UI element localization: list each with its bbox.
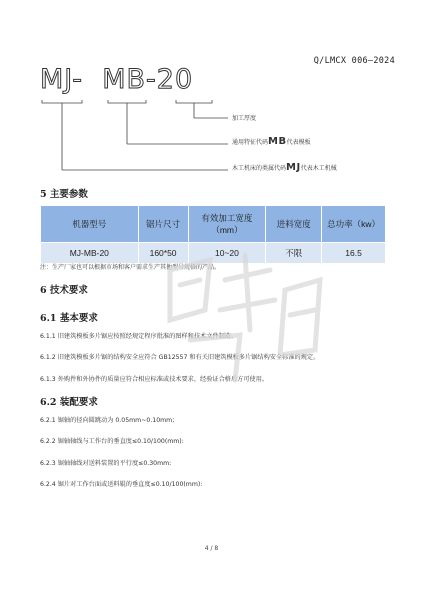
table-header-row: [41, 206, 386, 243]
callout-product: 通用特征代码MB代表模板: [232, 136, 311, 147]
header-effective-width: 有效加工宽度（mm）: [188, 206, 266, 243]
section-5-heading: 5 主要参数: [40, 189, 88, 200]
table-row: [41, 243, 386, 264]
document-code: Q/LMCX 006—2024: [313, 56, 395, 66]
cell-effective-width: 10~20: [188, 243, 266, 264]
cell-model: MJ-MB-20: [41, 243, 139, 264]
paragraph-6-1-1: 6.1.1 旧建筑模板多片锯应按照经规定程序批准的图样和技术文件制造。: [40, 333, 238, 340]
table-note: 注：生产厂家也可以根据市场和客户需求生产其他型号规格的产品。: [40, 264, 221, 271]
section-6-heading: 6 技术要求: [40, 285, 88, 296]
section-6-1-heading: 6.1 基本要求: [40, 313, 98, 324]
bracket-product: [108, 100, 146, 103]
paragraph-6-2-2: 6.2.2 锯轴轴线与工作台的垂直度≤0.10/100(mm):: [40, 438, 184, 445]
callout-category: 木工机床的类属代码MJ代表木工机械: [232, 162, 337, 173]
section-6-2-heading: 6.2 装配要求: [40, 397, 98, 408]
paragraph-6-1-3: 6.1.3 外购件和外协件的质量应符合相应标准或技术要求，经验证合格后方可使用。: [40, 376, 269, 383]
header-total-power: 总功率（kw）: [322, 206, 386, 243]
model-code: MJ- MB-20: [40, 64, 194, 95]
cell-feed-width: 不限: [266, 243, 322, 264]
header-model: 机器型号: [41, 206, 139, 243]
paragraph-6-2-1: 6.2.1 锯轴的径向圆跳动为 0.05mm~0.10mm;: [40, 417, 175, 424]
paragraph-6-2-3: 6.2.3 锯轴轴线对送料装置的平行度≤0.30mm:: [40, 460, 172, 467]
cell-total-power: 16.5: [322, 243, 386, 264]
model-code-diagram: [0, 0, 423, 200]
bracket-thickness: [176, 100, 212, 103]
header-feed-width: 进料宽度: [266, 206, 322, 243]
paragraph-6-1-2: 6.1.2 旧建筑模板多片锯的结构安全应符合 GB12557 和有关旧建筑模板多片锯结构安全标准的规定。: [40, 354, 320, 361]
header-blade-size: 锯片尺寸: [138, 206, 188, 243]
page-number: 4 / 8: [204, 545, 219, 552]
paragraph-6-2-4: 6.2.4 锯片对工作台面或送料辊的垂直度≤0.10/100(mm):: [40, 481, 203, 488]
parameter-table: [40, 205, 386, 264]
cell-blade-size: 160*50: [138, 243, 188, 264]
callout-thickness: 加工厚度: [232, 115, 257, 122]
bracket-category: [42, 100, 82, 103]
